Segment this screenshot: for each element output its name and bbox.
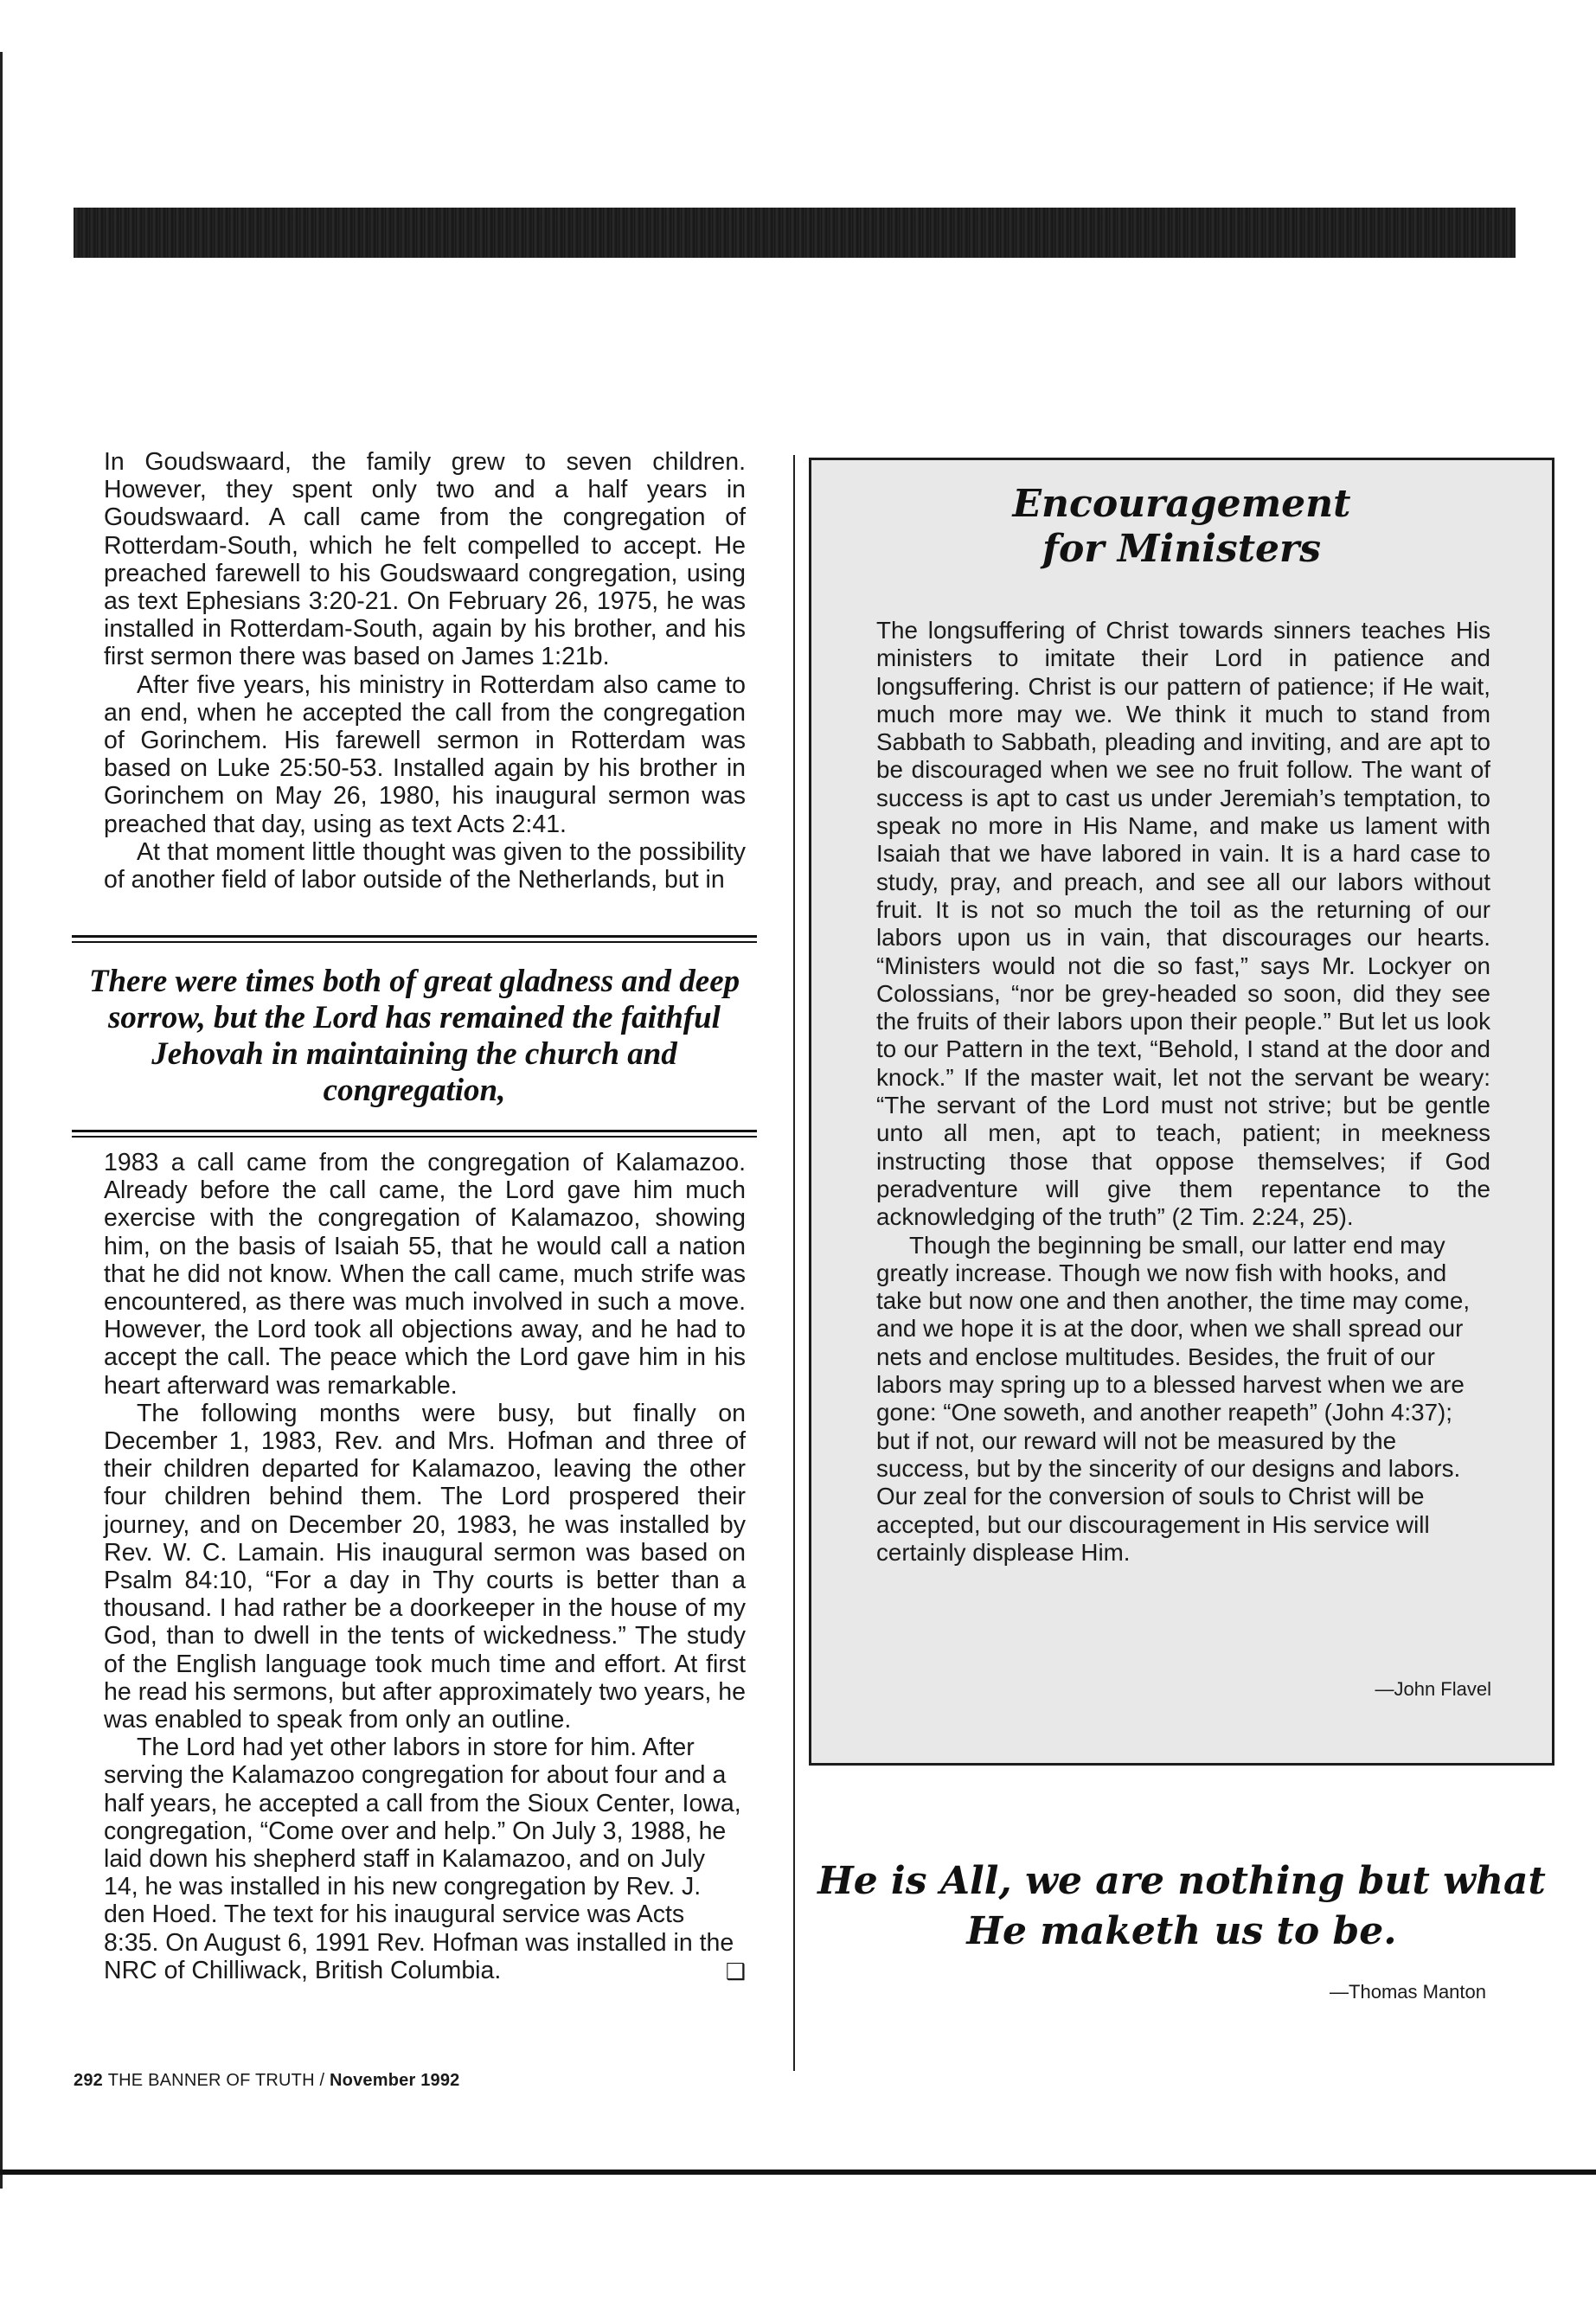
quote-line2: He maketh us to be. <box>966 1909 1397 1953</box>
end-mark-icon: ❑ <box>725 1958 746 1984</box>
article-paragraph: After five years, his ministry in Rotterdam also came to an end, when he accepted the call from the congregation of Gorinchem. His farewell sermon in Rotterdam was based on Luke 25:50-53. Installed again by his brother in Gorinchem on May 26, 1980, his inaugural sermon was preached that day, using as text Acts 2:41. <box>104 670 746 838</box>
issue-date: November 1992 <box>330 2071 460 2090</box>
sidebar-title-line2: for Ministers <box>1042 527 1321 571</box>
page-number: 292 <box>74 2071 103 2090</box>
pull-quote-text: There were times both of great gladness and deep sorrow, but the Lord has remained the faithful Jehovah in maintaining the church and congregation, <box>88 964 740 1108</box>
sidebar-paragraph: The longsuffering of Christ towards sinners teaches His ministers to imitate their Lord in patience and longsuffering. Christ is our pattern of patience; if He wait, much more may we. We think it much to stand from Sabbath to Sabbath, pleading and inviting, and are apt to be discouraged when we see no fruit follow. The want of success is apt to cast us under Jeremiah’s temptation, to speak no more in His Name, and make us lament with Isaiah that we have labored in vain. It is a hard case to study, pray, and preach, and see all our labors without fruit. It is not so much the toil as the returning of our labors upon us in vain, that discourages our hearts. “Ministers would not die so fast,” says Mr. Lockyer on Colossians, “nor be grey-headed so soon, did they see the fruits of their labors upon their people.” But let us look to our Pattern in the text, “Behold, I stand at the door and knock.” If the master wait, let not the servant be weary: “The servant of the Lord must not strive; but be gentle unto all men, apt to teach, patient; in meekness instructing those that oppose themselves; if God peradventure will give them repentance to the acknowledging of the truth” (2 Tim. 2:24, 25). <box>876 617 1490 1231</box>
article-paragraph-text: The Lord had yet other labors in store for him. After serving the Kalamazoo congregation for about four and a half years, he accepted a call from the Sioux Center, Iowa, congregation, “Come over and help.” On July 3, 1988, he laid down his shepherd staff in Kalamazoo, and on July 14, he was installed in his new congregation by Rev. J. den Hoed. The text for his inaugural service was Acts 8:35. On August 6, 1991 Rev. Hofman was installed in the NRC of Chilliwack, British Columbia. <box>104 1734 741 1984</box>
page-footer <box>74 2071 460 2091</box>
article-paragraph-final <box>104 1734 746 1984</box>
sidebar-title <box>811 482 1552 572</box>
pull-quote <box>72 935 757 1138</box>
pull-quote-top-rule <box>72 935 757 943</box>
column-divider <box>793 455 795 2071</box>
quote-attribution: —Thomas Manton <box>1330 1981 1486 2003</box>
sidebar-box <box>809 458 1554 1766</box>
article-column-bottom <box>104 1149 746 1985</box>
page-edge-line <box>0 52 3 2189</box>
article-paragraph: At that moment little thought was given to the possibility of another field of labor outside of the Netherlands, but in <box>104 837 746 894</box>
article-paragraph: The following months were busy, but finally on December 1, 1983, Rev. and Mrs. Hofman and three of their children departed for Kalamazoo, leaving the other four children behind them. The Lord prospered their journey, and on December 20, 1983, he was installed by Rev. W. C. Lamain. His inaugural sermon was based on Psalm 84:10, “For a day in Thy courts is better than a thousand. I had rather be a doorkeeper in the house of my God, than to dwell in the tents of wickedness.” The study of the English language took much time and effort. At first he read his sermons, but after approximately two years, he was enabled to speak from only an outline. <box>104 1399 746 1734</box>
pull-quote-bottom-rule <box>72 1130 757 1138</box>
sidebar-attribution: —John Flavel <box>1375 1678 1491 1700</box>
header-band <box>74 208 1516 258</box>
quote-line1: He is All, we are nothing but what <box>817 1859 1546 1903</box>
quote-block <box>809 1856 1554 1957</box>
sidebar-paragraph: Though the beginning be small, our latter end may greatly increase. Though we now fish with hooks, and take but now one and then another, the time may come, and we hope it is at the door, when we shall spread our nets and enclose multitudes. Besides, the fruit of our labors may spring up to a blessed harvest when we are gone: “One soweth, and another reapeth” (John 4:37); but if not, our reward will not be measured by the success, but by the sincerity of our designs and labors. Our zeal for the conversion of souls to Christ will be accepted, but our discouragement in His service will certainly displease Him. <box>876 1231 1471 1566</box>
article-paragraph: In Goudswaard, the family grew to seven children. However, they spent only two and a half years in Goudswaard. A call came from the congregation of Rotterdam-South, which he felt compelled to accept. He preached farewell to his Goudswaard congregation, using as text Ephesians 3:20-21. On February 26, 1975, he was installed in Rotterdam-South, again by his brother, and his first sermon there was based on James 1:21b. <box>104 448 746 671</box>
publication-name: THE BANNER OF TRUTH / <box>107 2071 325 2090</box>
bottom-rule <box>0 2170 1596 2175</box>
article-paragraph: 1983 a call came from the congregation of Kalamazoo. Already before the call came, the Lord gave him much exercise with the congregation of Kalamazoo, showing him, on the basis of Isaiah 55, that he would call a nation that he did not know. When the call came, much strife was encountered, as there was much involved in such a move. However, the Lord took all objections away, and he had to accept the call. The peace which the Lord gave him in his heart afterward was remarkable. <box>104 1149 746 1400</box>
sidebar-body <box>876 617 1490 1567</box>
article-column-top <box>104 448 746 894</box>
sidebar-title-line1: Encouragement <box>1012 482 1351 526</box>
